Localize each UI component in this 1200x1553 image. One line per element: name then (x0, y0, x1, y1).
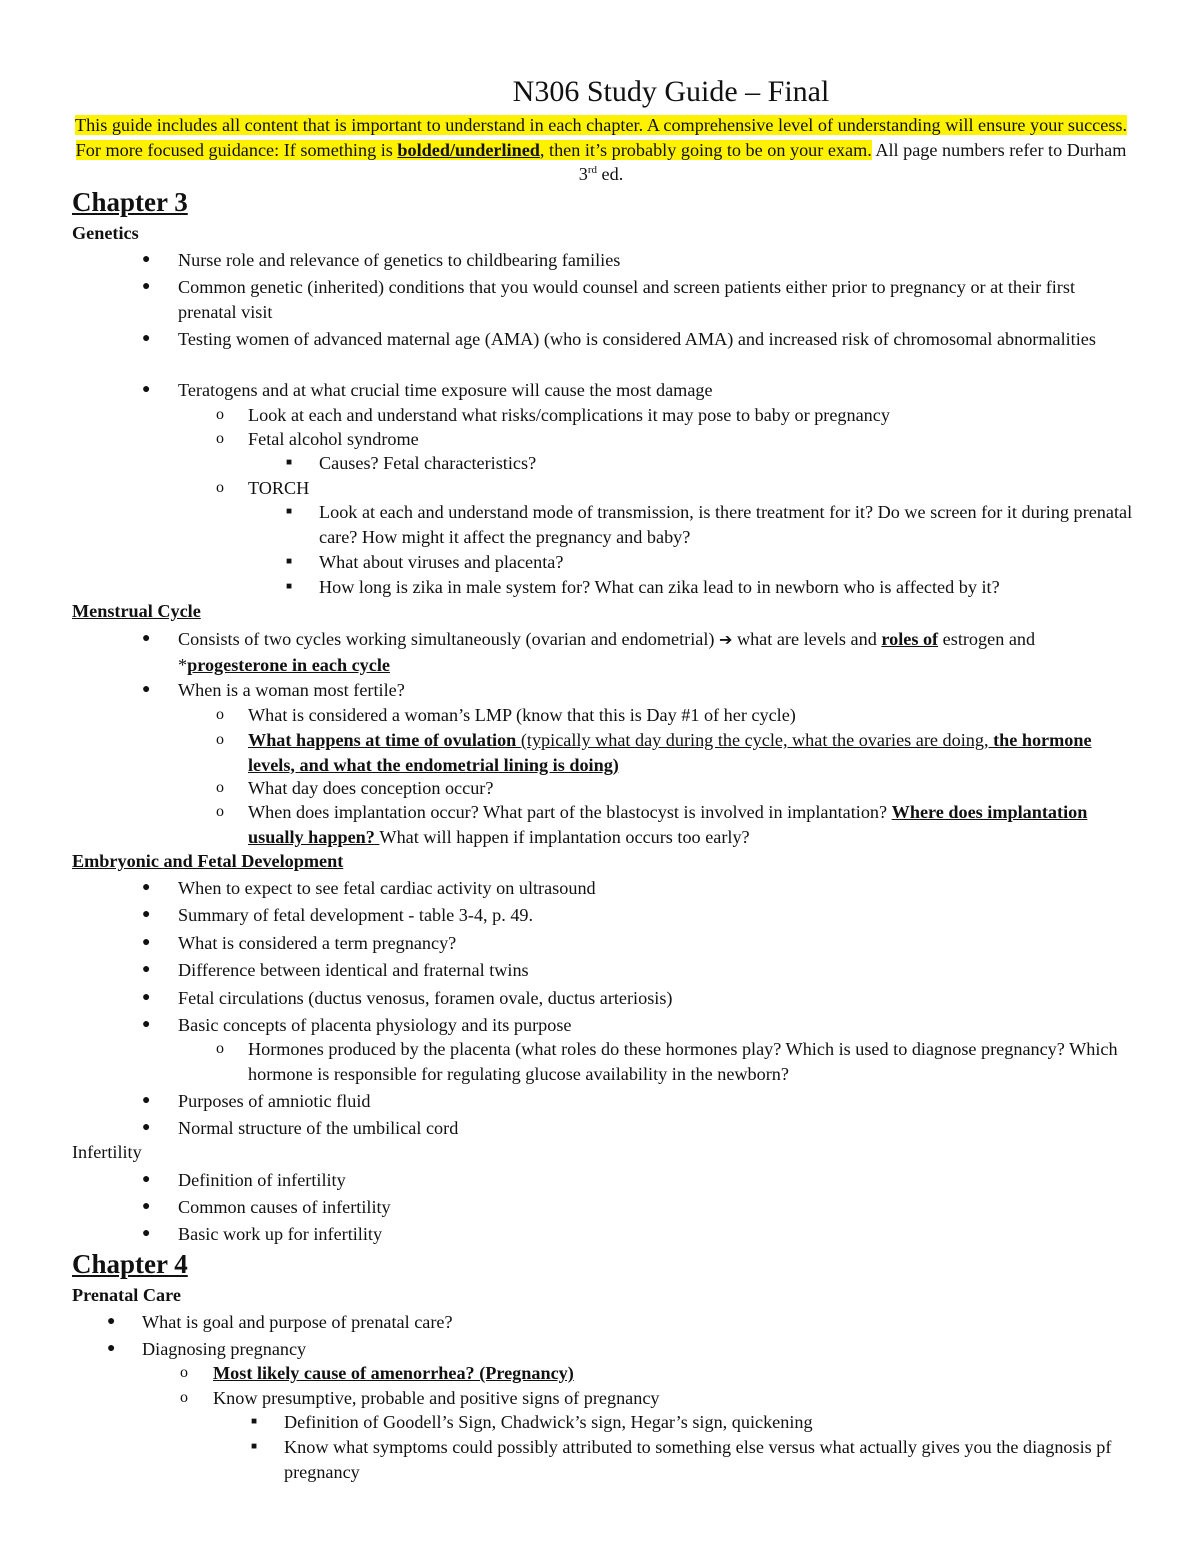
square-bullet-icon: ■ (251, 1441, 258, 1452)
chapter-4-heading: Chapter 4 (72, 1249, 188, 1279)
list-subsubitem-text: Look at each and understand mode of transmission, is there treatment for it? Do we screen for it during prenatal care? How might it affect the pregnancy and baby? (319, 502, 1133, 547)
list-item-text: Summary of fetal development - table 3-4, p. 49. (178, 905, 534, 925)
circle-bullet-icon: o (180, 1364, 188, 1381)
text-run: What will happen if implantation occurs too early? (379, 826, 750, 847)
bullet-icon: ● (142, 935, 151, 950)
list-subitem-text (248, 800, 1133, 849)
emphasis-text: progesterone in each cycle (187, 654, 390, 675)
intro-plain-1: All page numbers refer to Durham 3 (578, 139, 1127, 184)
list-item-text: Purposes of amniotic fluid (178, 1091, 371, 1111)
bullet-icon: ● (142, 1172, 151, 1187)
emphasis-text: Where does implantation usually happen? (248, 802, 1088, 847)
list-item-text: Nurse role and relevance of genetics to childbearing families (178, 250, 621, 270)
text-run: estrogen and * (178, 629, 1036, 675)
circle-bullet-icon: o (216, 803, 224, 820)
section-heading-genetics: Genetics (72, 223, 139, 243)
circle-bullet-icon: o (216, 1040, 224, 1057)
circle-bullet-icon: o (180, 1389, 188, 1406)
square-bullet-icon: ■ (286, 556, 293, 567)
list-subitem-text: Hormones produced by the placenta (what roles do these hormones play? Which is used to diagnose pregnancy? Which hormone is responsible for regulating glucose availability in the newborn? (248, 1039, 1118, 1084)
section-heading-prenatal-care: Prenatal Care (72, 1285, 181, 1305)
circle-bullet-icon: o (216, 406, 224, 423)
bullet-icon: ● (142, 907, 151, 922)
list-subitem-text: What is considered a woman’s LMP (know that this is Day #1 of her cycle) (248, 705, 796, 725)
list-subitem-text: Look at each and understand what risks/complications it may pose to baby or pregnancy (248, 405, 890, 425)
intro-highlight-1: This guide includes all content that is important to understand in each chapter. A comprehensive level of understanding will ensure your success. For more focused guidance: If something is (74, 115, 1128, 160)
section-heading-infertility: Infertility (72, 1142, 142, 1162)
bullet-icon: ● (142, 631, 151, 646)
bullet-icon: ● (142, 331, 151, 346)
arrow-right-icon: ➔ (718, 630, 733, 649)
text-run: (typically what day during the cycle, what the ovaries are doing, (520, 730, 989, 750)
list-subitem-text: TORCH (248, 478, 310, 498)
list-subitem-text: Most likely cause of amenorrhea? (Pregnancy) (213, 1363, 574, 1383)
bullet-icon: ● (142, 990, 151, 1005)
list-subitem-text (248, 728, 1133, 777)
bullet-icon: ● (107, 1341, 116, 1356)
list-item-text: Teratogens and at what crucial time exposure will cause the most damage (178, 380, 713, 400)
list-item-text: Testing women of advanced maternal age (AMA) (who is considered AMA) and increased risk of chromosomal abnormalities (178, 329, 1096, 349)
list-item-text: Basic concepts of placenta physiology and its purpose (178, 1015, 572, 1035)
circle-bullet-icon: o (216, 779, 224, 796)
list-subsubitem-text: How long is zika in male system for? What can zika lead to in newborn who is affected by it? (319, 577, 1000, 597)
emphasis-text: roles of (881, 629, 939, 649)
intro-plain-2: ed. (597, 164, 624, 184)
square-bullet-icon: ■ (286, 457, 293, 468)
bullet-icon: ● (107, 1314, 116, 1329)
list-item-text: Common causes of infertility (178, 1197, 391, 1217)
list-subsubitem-text: Causes? Fetal characteristics? (319, 453, 537, 473)
circle-bullet-icon: o (216, 479, 224, 496)
list-item-text: Common genetic (inherited) conditions that you would counsel and screen patients either prior to pregnancy or at their first prenatal visit (178, 277, 1075, 322)
document-title: N306 Study Guide – Final (512, 75, 830, 108)
text-run: Consists of two cycles working simultaneously (ovarian and endometrial) (178, 629, 719, 649)
bullet-icon: ● (142, 279, 151, 294)
list-item-text (178, 627, 1133, 677)
list-item-text: When is a woman most fertile? (178, 680, 405, 700)
square-bullet-icon: ■ (286, 506, 293, 517)
bullet-icon: ● (142, 382, 151, 397)
intro-emphasis: bolded/underlined (397, 139, 540, 160)
intro-highlight-2: , then it’s probably going to be on your exam. (539, 139, 872, 160)
list-subsubitem-text: Definition of Goodell’s Sign, Chadwick’s sign, Hegar’s sign, quickening (284, 1412, 813, 1432)
bullet-icon: ● (142, 682, 151, 697)
list-item-text: What is goal and purpose of prenatal care? (142, 1312, 453, 1332)
emphasis-text: What happens at time of ovulation (248, 730, 521, 750)
bullet-icon: ● (142, 1120, 151, 1135)
circle-bullet-icon: o (216, 430, 224, 447)
text-run: what are levels and (732, 629, 882, 649)
chapter-3-heading: Chapter 3 (72, 187, 188, 217)
list-item-text: Basic work up for infertility (178, 1224, 383, 1244)
bullet-icon: ● (142, 962, 151, 977)
circle-bullet-icon: o (216, 731, 224, 748)
list-item-text: Definition of infertility (178, 1170, 346, 1190)
list-subitem-text: Know presumptive, probable and positive signs of pregnancy (213, 1388, 660, 1408)
square-bullet-icon: ■ (251, 1416, 258, 1427)
list-item-text: Difference between identical and fraternal twins (178, 960, 529, 980)
bullet-icon: ● (142, 1017, 151, 1032)
section-heading-embryonic-fetal-development: Embryonic and Fetal Development (72, 851, 344, 871)
list-item-text: When to expect to see fetal cardiac activity on ultrasound (178, 878, 596, 898)
intro-superscript: rd (587, 163, 597, 176)
list-subsubitem-text: Know what symptoms could possibly attributed to something else versus what actually gives you the diagnosis pf pregnancy (284, 1437, 1112, 1482)
square-bullet-icon: ■ (286, 581, 293, 592)
list-subsubitem-text: What about viruses and placenta? (319, 552, 564, 572)
list-subitem-text: Fetal alcohol syndrome (248, 429, 419, 449)
bullet-icon: ● (142, 1226, 151, 1241)
emphasis-text: the hormone levels, and what the endometrial lining is doing) (248, 730, 1092, 775)
list-item-text: What is considered a term pregnancy? (178, 933, 457, 953)
bullet-icon: ● (142, 252, 151, 267)
list-subitem-text: What day does conception occur? (248, 778, 494, 798)
list-item-text: Fetal circulations (ductus venosus, foramen ovale, ductus arteriosis) (178, 988, 673, 1008)
circle-bullet-icon: o (216, 706, 224, 723)
list-item-text: Diagnosing pregnancy (142, 1339, 307, 1359)
bullet-icon: ● (142, 880, 151, 895)
intro-paragraph (72, 113, 1130, 187)
bullet-icon: ● (142, 1093, 151, 1108)
list-item-text: Normal structure of the umbilical cord (178, 1118, 459, 1138)
text-run: When does implantation occur? What part of the blastocyst is involved in implantation? (248, 802, 892, 822)
section-heading-menstrual-cycle: Menstrual Cycle (72, 601, 201, 621)
bullet-icon: ● (142, 1199, 151, 1214)
